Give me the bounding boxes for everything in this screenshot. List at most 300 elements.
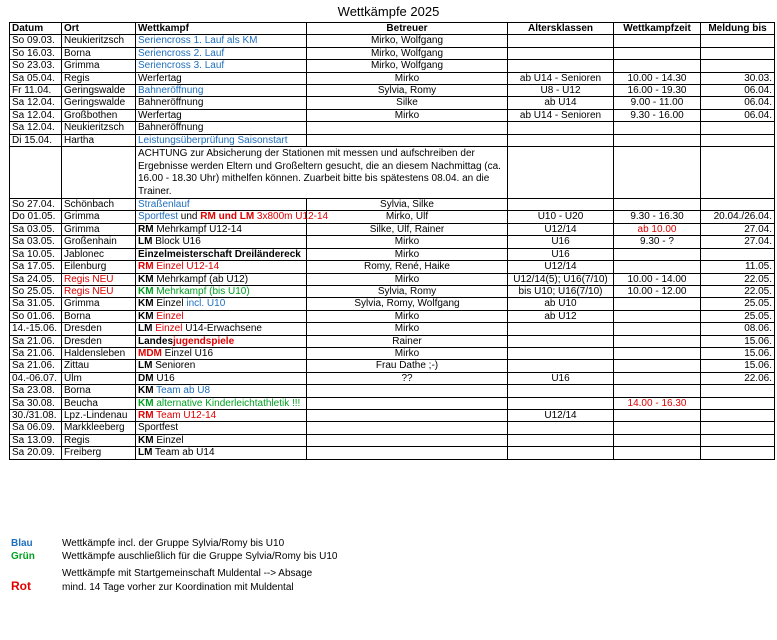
location-cell: Eilenburg [62, 261, 136, 273]
deadline-cell [701, 35, 775, 47]
table-row [10, 285, 775, 297]
page-title: Wettkämpfe 2025 [337, 4, 440, 19]
event-cell [136, 122, 307, 134]
event-text: KM [138, 273, 154, 285]
coach-cell [307, 434, 508, 446]
location-cell: Dresden [62, 335, 136, 347]
table-row [10, 97, 775, 109]
coach-cell: Silke, Ulf, Rainer [307, 223, 508, 235]
event-text: Seriencross 2. Lauf [138, 47, 225, 59]
table-row [10, 422, 775, 434]
event-cell [136, 273, 307, 285]
age-class-cell [508, 422, 614, 434]
table-row [10, 109, 775, 121]
table-row [10, 409, 775, 421]
deadline-cell: 15.06. [701, 347, 775, 359]
event-text: 3x800m U12-14 [254, 211, 329, 223]
age-class-cell [508, 122, 614, 134]
date-cell: 14.-15.06. [10, 323, 62, 335]
event-text: KM [138, 285, 154, 297]
age-class-cell [508, 434, 614, 446]
time-cell: 10.00 - 14.30 [614, 72, 701, 84]
age-class-cell [508, 397, 614, 409]
coach-cell: Mirko [307, 347, 508, 359]
table-row [10, 72, 775, 84]
time-cell [614, 60, 701, 72]
deadline-cell: 22.05. [701, 273, 775, 285]
event-cell [136, 310, 307, 322]
table-row [10, 434, 775, 446]
coach-cell: Mirko, Ulf [307, 211, 508, 223]
table-row [10, 60, 775, 72]
age-class-cell [508, 347, 614, 359]
header-altersklassen: Altersklassen [508, 23, 614, 35]
event-text: Einzel [153, 298, 187, 310]
header-row [10, 23, 775, 35]
event-cell [136, 447, 307, 459]
location-cell: Neukieritzsch [62, 122, 136, 134]
location-cell: Schönbach [62, 199, 136, 211]
age-class-cell: U12/14(5); U16(7/10) [508, 273, 614, 285]
table-row [10, 372, 775, 384]
coach-cell: Mirko [307, 72, 508, 84]
event-text: Mehrkampf (ab U12) [153, 273, 249, 285]
event-text: Sportfest [138, 211, 179, 223]
age-class-cell: U8 - U12 [508, 85, 614, 97]
time-cell [614, 310, 701, 322]
time-cell [614, 422, 701, 434]
deadline-cell [701, 122, 775, 134]
date-cell: So 16.03. [10, 47, 62, 59]
deadline-cell [701, 397, 775, 409]
deadline-cell: 22.05. [701, 285, 775, 297]
event-text: Bahneröffnung [138, 97, 204, 109]
time-cell [614, 47, 701, 59]
location-cell: Großbothen [62, 109, 136, 121]
time-cell [614, 122, 701, 134]
event-cell [136, 385, 307, 397]
event-cell [136, 85, 307, 97]
table-row [10, 447, 775, 459]
event-text: Straßenlauf [138, 199, 190, 211]
event-cell [136, 409, 307, 421]
deadline-cell: 25.05. [701, 310, 775, 322]
age-class-cell [508, 47, 614, 59]
time-cell [614, 409, 701, 421]
date-cell: Sa 10.05. [10, 248, 62, 260]
date-cell: Di 15.04. [10, 134, 62, 146]
event-text: Landes [138, 335, 174, 347]
age-class-cell [508, 60, 614, 72]
deadline-cell [701, 447, 775, 459]
event-text: DM [138, 372, 154, 384]
event-text: Seriencross 3. Lauf [138, 60, 225, 72]
deadline-cell [701, 47, 775, 59]
deadline-cell: 08.06. [701, 323, 775, 335]
table-row [10, 310, 775, 322]
time-cell: 9.30 - 16.30 [614, 211, 701, 223]
age-class-cell [508, 323, 614, 335]
deadline-cell: 25.05. [701, 298, 775, 310]
event-cell [136, 72, 307, 84]
event-cell [136, 298, 307, 310]
coach-cell: Rainer [307, 335, 508, 347]
coach-cell [307, 122, 508, 134]
event-cell [136, 109, 307, 121]
event-cell [136, 223, 307, 235]
table-row [10, 347, 775, 359]
date-cell: Sa 12.04. [10, 122, 62, 134]
time-cell: 16.00 - 19.30 [614, 85, 701, 97]
table-row [10, 211, 775, 223]
event-text: incl. U10 [186, 298, 226, 310]
date-cell: Sa 24.05. [10, 273, 62, 285]
age-class-cell [508, 134, 614, 146]
coach-cell: Mirko [307, 323, 508, 335]
location-cell: Regis [62, 434, 136, 446]
deadline-cell: 15.06. [701, 335, 775, 347]
time-cell: 14.00 - 16.30 [614, 397, 701, 409]
legend-item [11, 551, 337, 563]
event-cell [136, 422, 307, 434]
date-cell: So 01.06. [10, 310, 62, 322]
event-cell [136, 199, 307, 211]
header-wettkampfzeit: Wettkampfzeit [614, 23, 701, 35]
location-cell: Lpz.-Lindenau [62, 409, 136, 421]
date-cell: Sa 21.06. [10, 347, 62, 359]
coach-cell: Mirko, Wolfgang [307, 35, 508, 47]
time-cell [614, 323, 701, 335]
schedule-body [10, 35, 775, 459]
location-cell: Grimma [62, 223, 136, 235]
age-class-cell [508, 35, 614, 47]
time-cell [614, 35, 701, 47]
time-cell [614, 434, 701, 446]
coach-cell [307, 134, 508, 146]
event-cell [136, 360, 307, 372]
empty-cell [614, 147, 701, 199]
coach-cell: Mirko [307, 273, 508, 285]
coach-cell [307, 385, 508, 397]
deadline-cell: 06.04. [701, 97, 775, 109]
time-cell: 9.30 - 16.00 [614, 109, 701, 121]
event-text: RM [138, 261, 154, 273]
empty-cell [701, 147, 775, 199]
time-cell: 9.30 - ? [614, 236, 701, 248]
empty-cell [508, 147, 614, 199]
date-cell: Fr 11.04. [10, 85, 62, 97]
legend-key: Blau [11, 538, 33, 549]
table-row [10, 273, 775, 285]
location-cell: Neukieritzsch [62, 35, 136, 47]
table-row [10, 248, 775, 260]
time-cell [614, 347, 701, 359]
deadline-cell: 27.04. [701, 236, 775, 248]
coach-cell [307, 422, 508, 434]
event-cell [136, 347, 307, 359]
time-cell [614, 372, 701, 384]
time-cell: ab 10.00 [614, 223, 701, 235]
event-text: KM [138, 385, 154, 397]
event-text: Einzel [152, 323, 183, 335]
date-cell: So 25.05. [10, 285, 62, 297]
table-row [10, 397, 775, 409]
location-cell: Grimma [62, 298, 136, 310]
age-class-cell: U12/14 [508, 409, 614, 421]
event-text: LM [138, 323, 153, 335]
event-cell [136, 261, 307, 273]
event-text: jugendspiele [173, 335, 235, 347]
deadline-cell: 15.06. [701, 360, 775, 372]
coach-cell: Sylvia, Silke [307, 199, 508, 211]
event-cell [136, 35, 307, 47]
coach-cell: Mirko [307, 236, 508, 248]
event-text: KM [138, 397, 154, 409]
time-cell [614, 199, 701, 211]
deadline-cell [701, 60, 775, 72]
time-cell: 10.00 - 12.00 [614, 285, 701, 297]
date-cell: Sa 17.05. [10, 261, 62, 273]
location-cell: Freiberg [62, 447, 136, 459]
location-cell: Geringswalde [62, 85, 136, 97]
coach-cell: Mirko [307, 109, 508, 121]
event-text: Einzel U12-14 [153, 261, 220, 273]
event-text: Team ab U8 [153, 385, 211, 397]
event-cell [136, 60, 307, 72]
location-cell: Jablonec [62, 248, 136, 260]
age-class-cell: U16 [508, 248, 614, 260]
header-betreuer: Betreuer [307, 23, 508, 35]
age-class-cell: U10 - U20 [508, 211, 614, 223]
event-text: Werfertag [138, 109, 182, 121]
event-text: KM [138, 298, 154, 310]
date-cell: Sa 21.06. [10, 335, 62, 347]
deadline-cell: 20.04./26.04. [701, 211, 775, 223]
legend-key: Rot [11, 579, 31, 593]
age-class-cell [508, 199, 614, 211]
date-cell: So 23.03. [10, 60, 62, 72]
event-text: Bahneröffnung [138, 122, 204, 134]
location-cell: Grimma [62, 211, 136, 223]
table-row [10, 223, 775, 235]
time-cell [614, 134, 701, 146]
table-row [10, 85, 775, 97]
location-cell: Regis [62, 72, 136, 84]
deadline-cell [701, 385, 775, 397]
deadline-cell: 22.06. [701, 372, 775, 384]
event-cell [136, 372, 307, 384]
event-text: RM und LM [200, 211, 255, 223]
table-row [10, 147, 775, 199]
location-cell: Ulm [62, 372, 136, 384]
location-cell: Beucha [62, 397, 136, 409]
note-text: ACHTUNG zur Absicherung der Stationen mit messen und aufschreiben der Ergebnisse werden Eltern und Großeltern gesucht, die an diesem Nachmittag (ca. 16.00 - 18.30 Uhr) mithelfen können. Zuarbeit bitte bis spätestens 08.04. an die Trainer. [136, 147, 508, 199]
coach-cell: Mirko, Wolfgang [307, 47, 508, 59]
event-cell [136, 323, 307, 335]
age-class-cell: ab U14 - Senioren [508, 72, 614, 84]
event-text: Einzel U16 [161, 347, 214, 359]
event-text: Bahneröffnung [138, 85, 204, 97]
table-row [10, 199, 775, 211]
coach-cell: Frau Dathe ;-) [307, 360, 508, 372]
event-cell [136, 236, 307, 248]
date-cell: 04.-06.07. [10, 372, 62, 384]
event-text: Leistungsüberprüfung Saisonstart [138, 134, 288, 146]
event-cell [136, 285, 307, 297]
event-cell [136, 47, 307, 59]
event-text: Einzel [153, 434, 184, 446]
time-cell [614, 335, 701, 347]
table-row [10, 35, 775, 47]
location-cell: Regis NEU [62, 285, 136, 297]
table-row [10, 360, 775, 372]
event-cell [136, 248, 307, 260]
coach-cell [307, 397, 508, 409]
event-cell [136, 97, 307, 109]
event-text: RM [138, 223, 154, 235]
location-cell: Großenhain [62, 236, 136, 248]
coach-cell [307, 447, 508, 459]
table-row [10, 122, 775, 134]
legend-item [11, 538, 284, 550]
time-cell [614, 248, 701, 260]
deadline-cell: 06.04. [701, 109, 775, 121]
deadline-cell: 30.03. [701, 72, 775, 84]
event-cell [136, 434, 307, 446]
coach-cell: Romy, René, Haike [307, 261, 508, 273]
event-text: Block U16 [152, 236, 201, 248]
empty-cell [62, 147, 136, 199]
location-cell: Haldensleben [62, 347, 136, 359]
date-cell: Sa 03.05. [10, 223, 62, 235]
event-cell [136, 134, 307, 146]
time-cell: 10.00 - 14.00 [614, 273, 701, 285]
event-text: und [178, 211, 201, 223]
location-cell: Borna [62, 310, 136, 322]
empty-cell [10, 147, 62, 199]
deadline-cell [701, 199, 775, 211]
date-cell: Sa 30.08. [10, 397, 62, 409]
event-text: Sportfest [138, 422, 179, 434]
time-cell [614, 447, 701, 459]
age-class-cell: ab U10 [508, 298, 614, 310]
legend-text: mind. 14 Tage vorher zur Koordination mit Muldental [62, 582, 294, 593]
table-row [10, 298, 775, 310]
date-cell: Sa 05.04. [10, 72, 62, 84]
date-cell: So 09.03. [10, 35, 62, 47]
table-row [10, 47, 775, 59]
deadline-cell [701, 134, 775, 146]
deadline-cell: 06.04. [701, 85, 775, 97]
location-cell: Regis NEU [62, 273, 136, 285]
date-cell: Do 01.05. [10, 211, 62, 223]
table-row [10, 385, 775, 397]
event-text: KM [138, 310, 154, 322]
legend-text: Wettkämpfe auschließlich für die Gruppe Sylvia/Romy bis U10 [62, 551, 338, 562]
legend-text: Wettkämpfe incl. der Gruppe Sylvia/Romy bis U10 [62, 538, 285, 549]
event-text: LM [138, 236, 153, 248]
event-text: MDM [138, 347, 162, 359]
event-text: U16 [153, 372, 175, 384]
table-row [10, 335, 775, 347]
time-cell: 9.00 - 11.00 [614, 97, 701, 109]
location-cell: Markkleeberg [62, 422, 136, 434]
location-cell: Borna [62, 385, 136, 397]
age-class-cell [508, 385, 614, 397]
event-cell [136, 211, 329, 223]
event-text: Einzelmeisterschaft Dreiländereck [138, 248, 301, 260]
header-wettkampf: Wettkampf [136, 23, 307, 35]
location-cell: Hartha [62, 134, 136, 146]
age-class-cell [508, 335, 614, 347]
location-cell: Borna [62, 47, 136, 59]
legend-key: Grün [11, 551, 35, 562]
event-text: Team ab U14 [152, 447, 215, 459]
coach-cell: Silke [307, 97, 508, 109]
age-class-cell: U12/14 [508, 223, 614, 235]
time-cell [614, 261, 701, 273]
date-cell: Sa 23.08. [10, 385, 62, 397]
location-cell: Zittau [62, 360, 136, 372]
date-cell: 30./31.08. [10, 409, 62, 421]
date-cell: Sa 31.05. [10, 298, 62, 310]
header-ort: Ort [62, 23, 136, 35]
time-cell [614, 298, 701, 310]
legend-text: Wettkämpfe mit Startgemeinschaft Muldental --> Absage [62, 568, 313, 579]
date-cell: Sa 12.04. [10, 109, 62, 121]
event-text: KM [138, 434, 154, 446]
table-row [10, 323, 775, 335]
event-text: Seriencross 1. Lauf als KM [138, 35, 258, 47]
deadline-cell [701, 434, 775, 446]
coach-cell: Sylvia, Romy [307, 85, 508, 97]
event-text: Mehrkampf (bis U10) [153, 285, 250, 297]
event-cell [136, 335, 307, 347]
date-cell: Sa 06.09. [10, 422, 62, 434]
age-class-cell: U16 [508, 372, 614, 384]
event-cell [136, 397, 307, 409]
date-cell: Sa 12.04. [10, 97, 62, 109]
age-class-cell [508, 360, 614, 372]
age-class-cell: ab U14 [508, 97, 614, 109]
coach-cell [307, 409, 508, 421]
deadline-cell: 11.05. [701, 261, 775, 273]
event-text: Team U12-14 [153, 409, 217, 421]
event-text: Einzel [153, 310, 184, 322]
table-row [10, 134, 775, 146]
event-text: LM [138, 447, 153, 459]
event-text: LM [138, 360, 153, 372]
age-class-cell: ab U14 - Senioren [508, 109, 614, 121]
table-row [10, 236, 775, 248]
coach-cell: Mirko [307, 310, 508, 322]
age-class-cell: ab U12 [508, 310, 614, 322]
date-cell: Sa 13.09. [10, 434, 62, 446]
schedule-table [9, 22, 775, 460]
coach-cell: Sylvia, Romy [307, 285, 508, 297]
date-cell: So 27.04. [10, 199, 62, 211]
coach-cell: ?? [307, 372, 508, 384]
header-meldung: Meldung bis [701, 23, 775, 35]
coach-cell: Mirko, Wolfgang [307, 60, 508, 72]
time-cell [614, 360, 701, 372]
legend-item [11, 568, 312, 594]
deadline-cell [701, 248, 775, 260]
age-class-cell: U16 [508, 236, 614, 248]
coach-cell: Mirko [307, 248, 508, 260]
date-cell: Sa 20.09. [10, 447, 62, 459]
age-class-cell: bis U10; U16(7/10) [508, 285, 614, 297]
